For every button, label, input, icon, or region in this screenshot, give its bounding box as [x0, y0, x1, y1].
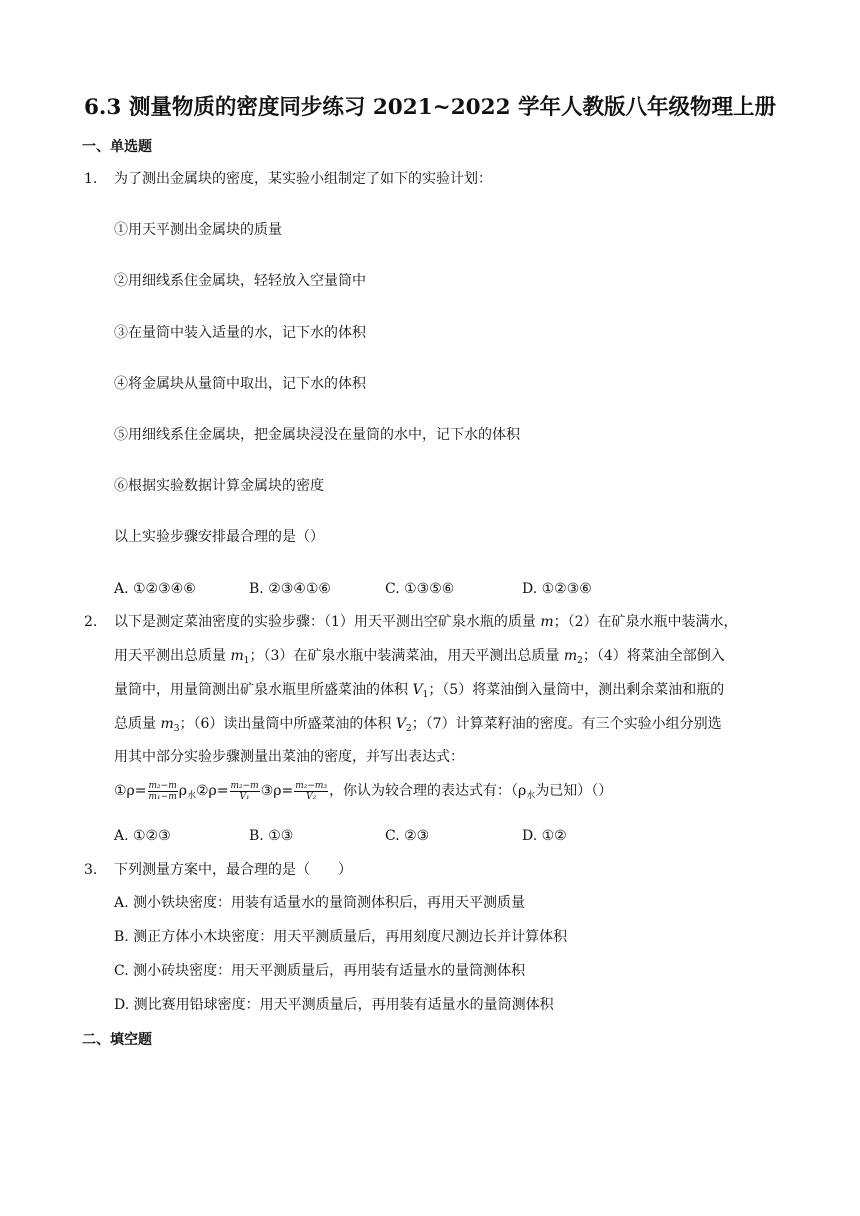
question-1-step: ③在量筒中装入适量的水，记下水的体积	[114, 325, 366, 341]
formula-3-fraction: $\frac{\text{m₂−m₃}}{\text{V₂}}$	[295, 780, 328, 802]
question-1-number: 1.	[84, 171, 98, 187]
question-1-option-c[interactable]: C. ①③⑤⑥	[385, 581, 455, 597]
question-3-option-b[interactable]: B. 测正方体小木块密度：用天平测质量后，再用刻度尺测边长并计算体积	[114, 929, 568, 945]
section-heading-single-choice: 一、单选题	[82, 139, 152, 155]
question-1-stem: 为了测出金属块的密度，某实验小组制定了如下的实验计划：	[114, 171, 492, 187]
question-3-number: 3.	[84, 862, 98, 878]
question-3-option-a[interactable]: A. 测小铁块密度：用装有适量水的量筒测体积后，再用天平测质量	[114, 895, 526, 911]
question-2-line: 用天平测出总质量 $m_1$；（3）在矿泉水瓶中装满菜油，用天平测出总质量 $m_2$；（4）将菜油全部倒入	[114, 648, 725, 666]
question-2-line: 总质量 $m_3$；（6）读出量筒中所盛菜油的体积 $V_2$；（7）计算菜籽油的密度。有三个实验小组分别选	[114, 716, 722, 734]
question-1-option-d[interactable]: D. ①②③⑥	[522, 581, 592, 597]
question-2-line: 以下是测定菜油密度的实验步骤：（1）用天平测出空矿泉水瓶的质量 m；（2）在矿泉水瓶中装满水，	[114, 614, 738, 630]
question-2-line: 用其中部分实验步骤测量出菜油的密度，并写出表达式：	[114, 749, 464, 765]
question-2-option-c[interactable]: C. ②③	[385, 828, 430, 844]
question-3-stem: 下列测量方案中，最合理的是（ ）	[114, 862, 352, 878]
question-3-option-c[interactable]: C. 测小砖块密度：用天平测质量后，再用装有适量水的量筒测体积	[114, 963, 526, 979]
question-1-question: 以上实验步骤安排最合理的是（）	[114, 529, 324, 545]
document-title: 6.3 测量物质的密度同步练习 2021~2022 学年人教版八年级物理上册	[83, 95, 777, 120]
question-2-number: 2.	[84, 614, 98, 630]
question-2-option-d[interactable]: D. ①②	[522, 828, 567, 844]
question-2-option-b[interactable]: B. ①③	[249, 828, 294, 844]
question-1-step: ④将金属块从量筒中取出，记下水的体积	[114, 376, 366, 392]
section-heading-fill-blank: 二、填空题	[82, 1032, 152, 1048]
question-2-formulas: ①ρ= $\frac{\text{m₂−m}}{\text{m₁−m}}$ $\rho_水②\rho=$ $\frac{\text{m₂−m}}{\text{V₁}}$ ③ρ= $\frac{\text{m₂−m₃}}{\text{V₂}}$ ，你认为较合理的表达式有：（$\rho_水$为已知）（）	[114, 780, 613, 802]
question-2-option-a[interactable]: A. ①②③	[114, 828, 171, 844]
question-1-step: ⑥根据实验数据计算金属块的密度	[114, 478, 324, 494]
formula-1-fraction: $\frac{\text{m₂−m}}{\text{m₁−m}}$	[148, 780, 177, 802]
formula-2-fraction: $\frac{\text{m₂−m}}{\text{V₁}}$	[230, 780, 259, 802]
question-1-step: ⑤用细线系住金属块，把金属块浸没在量筒的水中，记下水的体积	[114, 427, 520, 443]
question-1-option-a[interactable]: A. ①②③④⑥	[114, 581, 196, 597]
question-1-step: ②用细线系住金属块，轻轻放入空量筒中	[114, 273, 366, 289]
question-1-step: ①用天平测出金属块的质量	[114, 222, 282, 238]
question-3-option-d[interactable]: D. 测比赛用铅球密度：用天平测质量后，再用装有适量水的量筒测体积	[114, 997, 554, 1013]
question-1-option-b[interactable]: B. ②③④①⑥	[249, 581, 331, 597]
question-2-line: 量筒中，用量筒测出矿泉水瓶里所盛菜油的体积 $V_1$；（5）将菜油倒入量筒中，测出剩余菜油和瓶的	[114, 682, 725, 700]
